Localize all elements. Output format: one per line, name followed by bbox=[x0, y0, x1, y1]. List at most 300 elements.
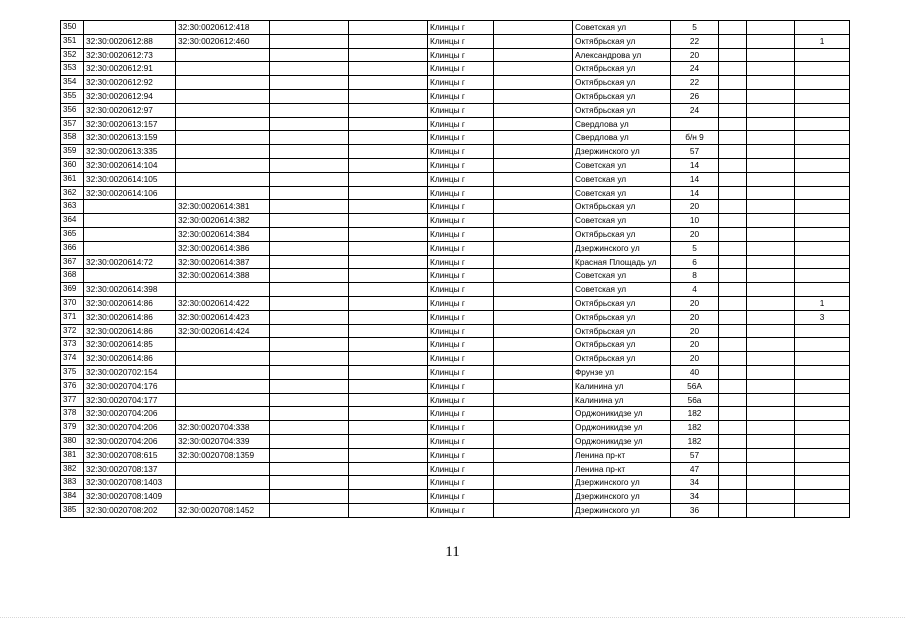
registry-table-body bbox=[61, 21, 850, 518]
cadastral-number-cell: 32:30:0020614:86 bbox=[84, 352, 176, 366]
apartment-number-cell bbox=[795, 476, 850, 490]
empty-cell bbox=[747, 76, 795, 90]
empty-cell bbox=[747, 214, 795, 228]
empty-cell bbox=[747, 407, 795, 421]
house-number-cell: 56а bbox=[671, 393, 719, 407]
premises-cadastral-number-cell: 32:30:0020612:460 bbox=[176, 34, 270, 48]
table-row bbox=[61, 393, 850, 407]
street-cell: Советская ул bbox=[573, 21, 671, 35]
table-row bbox=[61, 34, 850, 48]
empty-cell bbox=[349, 448, 428, 462]
premises-cadastral-number-cell: 32:30:0020612:418 bbox=[176, 21, 270, 35]
street-cell: Орджоникидзе ул bbox=[573, 407, 671, 421]
street-cell: Дзержинского ул bbox=[573, 503, 671, 517]
empty-cell bbox=[270, 448, 349, 462]
empty-cell bbox=[494, 324, 573, 338]
cadastral-number-cell: 32:30:0020612:88 bbox=[84, 34, 176, 48]
empty-cell bbox=[349, 48, 428, 62]
empty-cell bbox=[270, 434, 349, 448]
empty-cell bbox=[494, 421, 573, 435]
empty-cell bbox=[719, 186, 747, 200]
city-cell: Клинцы г bbox=[428, 48, 494, 62]
empty-cell bbox=[270, 365, 349, 379]
empty-cell bbox=[270, 393, 349, 407]
empty-cell bbox=[494, 448, 573, 462]
cadastral-number-cell: 32:30:0020708:1403 bbox=[84, 476, 176, 490]
empty-cell bbox=[719, 407, 747, 421]
apartment-number-cell bbox=[795, 48, 850, 62]
street-cell: Октябрьская ул bbox=[573, 34, 671, 48]
premises-cadastral-number-cell bbox=[176, 172, 270, 186]
house-number-cell: 24 bbox=[671, 103, 719, 117]
empty-cell bbox=[349, 62, 428, 76]
premises-cadastral-number-cell bbox=[176, 379, 270, 393]
table-row bbox=[61, 379, 850, 393]
empty-cell bbox=[270, 503, 349, 517]
table-row bbox=[61, 48, 850, 62]
city-cell: Клинцы г bbox=[428, 255, 494, 269]
empty-cell bbox=[349, 476, 428, 490]
apartment-number-cell: 3 bbox=[795, 310, 850, 324]
city-cell: Клинцы г bbox=[428, 131, 494, 145]
house-number-cell: 14 bbox=[671, 158, 719, 172]
city-cell: Клинцы г bbox=[428, 434, 494, 448]
row-number-cell: 357 bbox=[61, 117, 84, 131]
empty-cell bbox=[270, 200, 349, 214]
empty-cell bbox=[494, 48, 573, 62]
empty-cell bbox=[494, 283, 573, 297]
empty-cell bbox=[719, 476, 747, 490]
empty-cell bbox=[494, 503, 573, 517]
table-row bbox=[61, 214, 850, 228]
empty-cell bbox=[719, 103, 747, 117]
empty-cell bbox=[719, 34, 747, 48]
city-cell: Клинцы г bbox=[428, 76, 494, 90]
empty-cell bbox=[349, 227, 428, 241]
city-cell: Клинцы г bbox=[428, 407, 494, 421]
row-number-cell: 365 bbox=[61, 227, 84, 241]
house-number-cell: 20 bbox=[671, 352, 719, 366]
cadastral-number-cell bbox=[84, 21, 176, 35]
table-row bbox=[61, 448, 850, 462]
city-cell: Клинцы г bbox=[428, 490, 494, 504]
empty-cell bbox=[747, 131, 795, 145]
house-number-cell: 22 bbox=[671, 34, 719, 48]
table-row bbox=[61, 352, 850, 366]
city-cell: Клинцы г bbox=[428, 227, 494, 241]
empty-cell bbox=[349, 200, 428, 214]
apartment-number-cell bbox=[795, 503, 850, 517]
premises-cadastral-number-cell: 32:30:0020614:388 bbox=[176, 269, 270, 283]
empty-cell bbox=[719, 448, 747, 462]
empty-cell bbox=[494, 117, 573, 131]
empty-cell bbox=[270, 145, 349, 159]
premises-cadastral-number-cell: 32:30:0020614:381 bbox=[176, 200, 270, 214]
cadastral-number-cell: 32:30:0020614:106 bbox=[84, 186, 176, 200]
cadastral-number-cell: 32:30:0020614:398 bbox=[84, 283, 176, 297]
empty-cell bbox=[270, 490, 349, 504]
cadastral-number-cell: 32:30:0020702:154 bbox=[84, 365, 176, 379]
house-number-cell: 20 bbox=[671, 296, 719, 310]
street-cell: Советская ул bbox=[573, 214, 671, 228]
street-cell: Октябрьская ул bbox=[573, 310, 671, 324]
empty-cell bbox=[719, 172, 747, 186]
city-cell: Клинцы г bbox=[428, 158, 494, 172]
empty-cell bbox=[719, 283, 747, 297]
empty-cell bbox=[494, 365, 573, 379]
premises-cadastral-number-cell: 32:30:0020614:382 bbox=[176, 214, 270, 228]
premises-cadastral-number-cell bbox=[176, 283, 270, 297]
apartment-number-cell bbox=[795, 172, 850, 186]
empty-cell bbox=[719, 241, 747, 255]
street-cell: Октябрьская ул bbox=[573, 76, 671, 90]
house-number-cell: 5 bbox=[671, 241, 719, 255]
table-row bbox=[61, 62, 850, 76]
empty-cell bbox=[270, 48, 349, 62]
city-cell: Клинцы г bbox=[428, 352, 494, 366]
apartment-number-cell bbox=[795, 145, 850, 159]
empty-cell bbox=[494, 76, 573, 90]
empty-cell bbox=[270, 296, 349, 310]
empty-cell bbox=[494, 214, 573, 228]
city-cell: Клинцы г bbox=[428, 462, 494, 476]
empty-cell bbox=[349, 462, 428, 476]
city-cell: Клинцы г bbox=[428, 476, 494, 490]
empty-cell bbox=[494, 310, 573, 324]
premises-cadastral-number-cell bbox=[176, 117, 270, 131]
premises-cadastral-number-cell bbox=[176, 48, 270, 62]
empty-cell bbox=[719, 490, 747, 504]
empty-cell bbox=[349, 89, 428, 103]
empty-cell bbox=[747, 379, 795, 393]
empty-cell bbox=[349, 421, 428, 435]
table-row bbox=[61, 503, 850, 517]
row-number-cell: 371 bbox=[61, 310, 84, 324]
row-number-cell: 379 bbox=[61, 421, 84, 435]
empty-cell bbox=[270, 421, 349, 435]
apartment-number-cell bbox=[795, 158, 850, 172]
cadastral-number-cell: 32:30:0020614:86 bbox=[84, 310, 176, 324]
house-number-cell: 22 bbox=[671, 76, 719, 90]
empty-cell bbox=[747, 21, 795, 35]
empty-cell bbox=[270, 338, 349, 352]
empty-cell bbox=[270, 21, 349, 35]
empty-cell bbox=[270, 214, 349, 228]
row-number-cell: 352 bbox=[61, 48, 84, 62]
empty-cell bbox=[349, 338, 428, 352]
empty-cell bbox=[719, 62, 747, 76]
empty-cell bbox=[494, 89, 573, 103]
cadastral-number-cell: 32:30:0020612:91 bbox=[84, 62, 176, 76]
empty-cell bbox=[747, 462, 795, 476]
cadastral-number-cell: 32:30:0020708:615 bbox=[84, 448, 176, 462]
empty-cell bbox=[719, 269, 747, 283]
city-cell: Клинцы г bbox=[428, 269, 494, 283]
apartment-number-cell bbox=[795, 255, 850, 269]
table-row bbox=[61, 283, 850, 297]
house-number-cell: 14 bbox=[671, 186, 719, 200]
apartment-number-cell bbox=[795, 62, 850, 76]
empty-cell bbox=[747, 434, 795, 448]
empty-cell bbox=[747, 117, 795, 131]
table-row bbox=[61, 490, 850, 504]
city-cell: Клинцы г bbox=[428, 421, 494, 435]
empty-cell bbox=[719, 255, 747, 269]
cadastral-number-cell bbox=[84, 200, 176, 214]
table-row bbox=[61, 227, 850, 241]
cadastral-number-cell: 32:30:0020614:86 bbox=[84, 324, 176, 338]
empty-cell bbox=[747, 352, 795, 366]
empty-cell bbox=[747, 310, 795, 324]
house-number-cell: 6 bbox=[671, 255, 719, 269]
street-cell: Советская ул bbox=[573, 172, 671, 186]
premises-cadastral-number-cell bbox=[176, 62, 270, 76]
premises-cadastral-number-cell: 32:30:0020708:1359 bbox=[176, 448, 270, 462]
empty-cell bbox=[349, 172, 428, 186]
cadastral-number-cell: 32:30:0020612:73 bbox=[84, 48, 176, 62]
cadastral-number-cell: 32:30:0020708:1409 bbox=[84, 490, 176, 504]
empty-cell bbox=[270, 462, 349, 476]
empty-cell bbox=[349, 186, 428, 200]
empty-cell bbox=[349, 145, 428, 159]
city-cell: Клинцы г bbox=[428, 241, 494, 255]
registry-table bbox=[60, 20, 850, 518]
row-number-cell: 353 bbox=[61, 62, 84, 76]
empty-cell bbox=[349, 241, 428, 255]
empty-cell bbox=[494, 338, 573, 352]
empty-cell bbox=[270, 227, 349, 241]
apartment-number-cell bbox=[795, 352, 850, 366]
row-number-cell: 377 bbox=[61, 393, 84, 407]
row-number-cell: 372 bbox=[61, 324, 84, 338]
table-row bbox=[61, 407, 850, 421]
street-cell: Дзержинского ул bbox=[573, 490, 671, 504]
table-row bbox=[61, 103, 850, 117]
empty-cell bbox=[719, 158, 747, 172]
table-row bbox=[61, 269, 850, 283]
empty-cell bbox=[349, 255, 428, 269]
apartment-number-cell: 1 bbox=[795, 296, 850, 310]
empty-cell bbox=[747, 490, 795, 504]
house-number-cell: 57 bbox=[671, 448, 719, 462]
table-row bbox=[61, 186, 850, 200]
table-row bbox=[61, 89, 850, 103]
empty-cell bbox=[349, 283, 428, 297]
house-number-cell: 20 bbox=[671, 310, 719, 324]
city-cell: Клинцы г bbox=[428, 34, 494, 48]
house-number-cell: 20 bbox=[671, 48, 719, 62]
empty-cell bbox=[747, 227, 795, 241]
empty-cell bbox=[349, 103, 428, 117]
page-number: 11 bbox=[445, 544, 460, 560]
empty-cell bbox=[494, 21, 573, 35]
empty-cell bbox=[747, 269, 795, 283]
premises-cadastral-number-cell: 32:30:0020704:338 bbox=[176, 421, 270, 435]
empty-cell bbox=[719, 21, 747, 35]
house-number-cell: 8 bbox=[671, 269, 719, 283]
cadastral-number-cell: 32:30:0020612:97 bbox=[84, 103, 176, 117]
empty-cell bbox=[349, 296, 428, 310]
row-number-cell: 383 bbox=[61, 476, 84, 490]
empty-cell bbox=[494, 145, 573, 159]
apartment-number-cell bbox=[795, 338, 850, 352]
apartment-number-cell bbox=[795, 269, 850, 283]
empty-cell bbox=[494, 434, 573, 448]
empty-cell bbox=[494, 158, 573, 172]
row-number-cell: 351 bbox=[61, 34, 84, 48]
row-number-cell: 363 bbox=[61, 200, 84, 214]
cadastral-number-cell: 32:30:0020704:206 bbox=[84, 434, 176, 448]
city-cell: Клинцы г bbox=[428, 283, 494, 297]
empty-cell bbox=[494, 186, 573, 200]
premises-cadastral-number-cell bbox=[176, 103, 270, 117]
empty-cell bbox=[747, 158, 795, 172]
empty-cell bbox=[349, 131, 428, 145]
empty-cell bbox=[719, 310, 747, 324]
premises-cadastral-number-cell bbox=[176, 476, 270, 490]
empty-cell bbox=[719, 462, 747, 476]
empty-cell bbox=[270, 379, 349, 393]
city-cell: Клинцы г bbox=[428, 21, 494, 35]
cadastral-number-cell bbox=[84, 227, 176, 241]
empty-cell bbox=[349, 324, 428, 338]
apartment-number-cell bbox=[795, 448, 850, 462]
street-cell: Свердлова ул bbox=[573, 131, 671, 145]
premises-cadastral-number-cell bbox=[176, 352, 270, 366]
empty-cell bbox=[270, 241, 349, 255]
street-cell: Орджоникидзе ул bbox=[573, 421, 671, 435]
city-cell: Клинцы г bbox=[428, 214, 494, 228]
empty-cell bbox=[349, 117, 428, 131]
city-cell: Клинцы г bbox=[428, 89, 494, 103]
cadastral-number-cell: 32:30:0020613:335 bbox=[84, 145, 176, 159]
empty-cell bbox=[494, 462, 573, 476]
city-cell: Клинцы г bbox=[428, 393, 494, 407]
street-cell: Октябрьская ул bbox=[573, 338, 671, 352]
city-cell: Клинцы г bbox=[428, 103, 494, 117]
apartment-number-cell bbox=[795, 365, 850, 379]
empty-cell bbox=[494, 34, 573, 48]
house-number-cell: 34 bbox=[671, 476, 719, 490]
cadastral-number-cell: 32:30:0020612:92 bbox=[84, 76, 176, 90]
street-cell: Октябрьская ул bbox=[573, 89, 671, 103]
apartment-number-cell: 1 bbox=[795, 34, 850, 48]
apartment-number-cell bbox=[795, 393, 850, 407]
empty-cell bbox=[747, 89, 795, 103]
apartment-number-cell bbox=[795, 227, 850, 241]
empty-cell bbox=[270, 186, 349, 200]
apartment-number-cell bbox=[795, 89, 850, 103]
empty-cell bbox=[349, 490, 428, 504]
street-cell: Октябрьская ул bbox=[573, 324, 671, 338]
premises-cadastral-number-cell bbox=[176, 186, 270, 200]
table-row bbox=[61, 324, 850, 338]
empty-cell bbox=[349, 158, 428, 172]
apartment-number-cell bbox=[795, 76, 850, 90]
table-row bbox=[61, 462, 850, 476]
table-row bbox=[61, 131, 850, 145]
row-number-cell: 374 bbox=[61, 352, 84, 366]
street-cell: Советская ул bbox=[573, 158, 671, 172]
street-cell: Ленина пр-кт bbox=[573, 462, 671, 476]
empty-cell bbox=[747, 62, 795, 76]
premises-cadastral-number-cell bbox=[176, 407, 270, 421]
premises-cadastral-number-cell bbox=[176, 158, 270, 172]
empty-cell bbox=[349, 434, 428, 448]
table-row bbox=[61, 255, 850, 269]
empty-cell bbox=[349, 503, 428, 517]
street-cell: Октябрьская ул bbox=[573, 103, 671, 117]
empty-cell bbox=[719, 131, 747, 145]
house-number-cell: 10 bbox=[671, 214, 719, 228]
street-cell: Ленина пр-кт bbox=[573, 448, 671, 462]
empty-cell bbox=[270, 324, 349, 338]
empty-cell bbox=[494, 62, 573, 76]
empty-cell bbox=[719, 296, 747, 310]
empty-cell bbox=[349, 269, 428, 283]
row-number-cell: 378 bbox=[61, 407, 84, 421]
street-cell: Советская ул bbox=[573, 269, 671, 283]
street-cell: Октябрьская ул bbox=[573, 200, 671, 214]
empty-cell bbox=[719, 324, 747, 338]
empty-cell bbox=[747, 476, 795, 490]
empty-cell bbox=[270, 310, 349, 324]
empty-cell bbox=[719, 393, 747, 407]
premises-cadastral-number-cell: 32:30:0020614:384 bbox=[176, 227, 270, 241]
city-cell: Клинцы г bbox=[428, 338, 494, 352]
empty-cell bbox=[719, 145, 747, 159]
empty-cell bbox=[270, 76, 349, 90]
house-number-cell: 34 bbox=[671, 490, 719, 504]
empty-cell bbox=[719, 117, 747, 131]
row-number-cell: 380 bbox=[61, 434, 84, 448]
apartment-number-cell bbox=[795, 200, 850, 214]
city-cell: Клинцы г bbox=[428, 324, 494, 338]
row-number-cell: 350 bbox=[61, 21, 84, 35]
premises-cadastral-number-cell: 32:30:0020614:387 bbox=[176, 255, 270, 269]
empty-cell bbox=[719, 48, 747, 62]
house-number-cell: 182 bbox=[671, 407, 719, 421]
premises-cadastral-number-cell: 32:30:0020614:424 bbox=[176, 324, 270, 338]
empty-cell bbox=[747, 103, 795, 117]
empty-cell bbox=[719, 89, 747, 103]
table-row bbox=[61, 310, 850, 324]
street-cell: Советская ул bbox=[573, 186, 671, 200]
apartment-number-cell bbox=[795, 283, 850, 297]
street-cell: Орджоникидзе ул bbox=[573, 434, 671, 448]
row-number-cell: 366 bbox=[61, 241, 84, 255]
empty-cell bbox=[719, 338, 747, 352]
cadastral-number-cell bbox=[84, 214, 176, 228]
empty-cell bbox=[494, 172, 573, 186]
empty-cell bbox=[747, 421, 795, 435]
city-cell: Клинцы г bbox=[428, 145, 494, 159]
table-row bbox=[61, 365, 850, 379]
scan-noise-line bbox=[0, 617, 905, 622]
empty-cell bbox=[349, 379, 428, 393]
apartment-number-cell bbox=[795, 379, 850, 393]
city-cell: Клинцы г bbox=[428, 186, 494, 200]
apartment-number-cell bbox=[795, 214, 850, 228]
empty-cell bbox=[747, 338, 795, 352]
street-cell: Красная Площадь ул bbox=[573, 255, 671, 269]
row-number-cell: 358 bbox=[61, 131, 84, 145]
house-number-cell: 20 bbox=[671, 200, 719, 214]
empty-cell bbox=[349, 407, 428, 421]
apartment-number-cell bbox=[795, 324, 850, 338]
cadastral-number-cell bbox=[84, 241, 176, 255]
row-number-cell: 361 bbox=[61, 172, 84, 186]
